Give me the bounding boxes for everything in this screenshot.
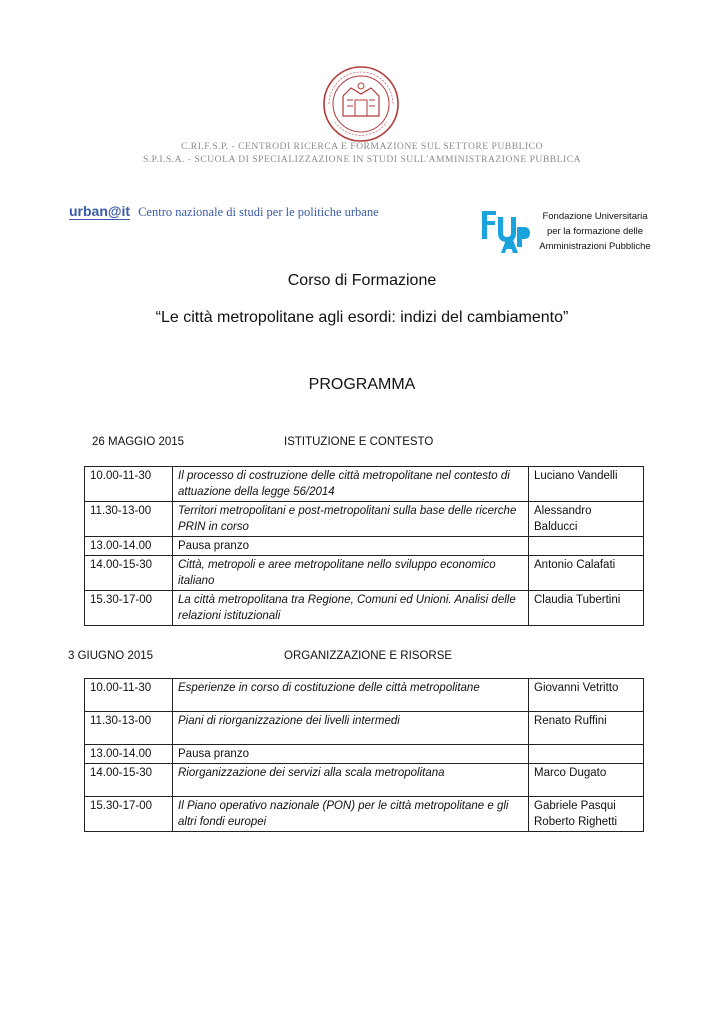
speaker-cell	[529, 745, 644, 764]
speaker-cell: Antonio Calafati	[529, 556, 644, 591]
program-heading: PROGRAMMA	[308, 376, 416, 393]
course-subtitle: “Le città metropolitane agli esordi: indizi del cambiamento”	[155, 309, 569, 326]
table-row	[85, 679, 644, 712]
topic-cell: Pausa pranzo	[173, 537, 529, 556]
speaker-cell: Alessandro Balducci	[529, 502, 644, 537]
fuap-logo	[479, 207, 531, 257]
speaker-cell	[529, 797, 644, 832]
session-2-schedule-table	[84, 678, 644, 832]
header-line-crifsp: C.RI.F.S.P. - CENTRODI RICERCA E FORMAZIONE SUL SETTORE PUBBLICO	[181, 141, 543, 152]
time-cell: 13.00-14.00	[85, 537, 173, 556]
session-1-theme: ISTITUZIONE E CONTESTO	[284, 436, 434, 448]
session-1-schedule-table	[84, 466, 644, 626]
session-2-theme: ORGANIZZAZIONE E RISORSE	[284, 650, 453, 662]
topic-cell: Esperienze in corso di costituzione delle città metropolitane	[173, 679, 529, 712]
time-cell: 13.00-14.00	[85, 745, 173, 764]
urbanit-header	[69, 204, 379, 220]
institution-header	[0, 140, 724, 166]
time-cell: 11.30-13-00	[85, 712, 173, 745]
speaker-name: Roberto Righetti	[534, 816, 618, 828]
topic-cell: Il processo di costruzione delle città metropolitane nel contesto di attuazione della legge 56/2014	[173, 467, 529, 502]
topic-cell: Territori metropolitani e post-metropolitani sulla base delle ricerche PRIN in corso	[173, 502, 529, 537]
time-cell: 14.00-15-30	[85, 556, 173, 591]
time-cell: 15.30-17-00	[85, 797, 173, 832]
fuap-description	[531, 209, 659, 254]
table-row	[85, 797, 644, 832]
fuap-line-2: per la formazione delle	[546, 226, 644, 237]
topic-cell: Piani di riorganizzazione dei livelli intermedi	[173, 712, 529, 745]
urbanit-logo: urban@it	[69, 203, 131, 219]
university-seal-logo	[321, 64, 401, 144]
table-row	[85, 502, 644, 537]
session-1-date: 26 MAGGIO 2015	[92, 436, 185, 448]
time-cell: 10.00-11-30	[85, 679, 173, 712]
header-line-spisa: S.P.I.S.A. - SCUOLA DI SPECIALIZZAZIONE IN STUDI SULL'AMMINISTRAZIONE PUBBLICA	[142, 154, 582, 165]
table-row	[85, 556, 644, 591]
topic-cell: La città metropolitana tra Regione, Comuni ed Unioni. Analisi delle relazioni istituzionali	[173, 591, 529, 626]
topic-cell: Città, metropoli e aree metropolitane nello sviluppo economico italiano	[173, 556, 529, 591]
speaker-cell: Marco Dugato	[529, 764, 644, 797]
time-cell: 10.00-11-30	[85, 467, 173, 502]
speaker-name: Gabriele Pasqui	[534, 800, 616, 812]
urbanit-description: Centro nazionale di studi per le politiche urbane	[138, 205, 379, 219]
speaker-cell: Renato Ruffini	[529, 712, 644, 745]
topic-cell: Riorganizzazione dei servizi alla scala metropolitana	[173, 764, 529, 797]
fuap-line-1: Fondazione Universitaria	[542, 211, 648, 222]
speaker-cell: Giovanni Vetritto	[529, 679, 644, 712]
topic-cell: Il Piano operativo nazionale (PON) per le città metropolitane e gli altri fondi europei	[173, 797, 529, 832]
table-row	[85, 591, 644, 626]
table-row	[85, 537, 644, 556]
course-title: Corso di Formazione	[287, 272, 437, 289]
session-2-date: 3 GIUGNO 2015	[68, 650, 154, 662]
speaker-cell	[529, 537, 644, 556]
time-cell: 11.30-13-00	[85, 502, 173, 537]
fuap-line-3: Amministrazioni Pubbliche	[539, 241, 651, 252]
table-row	[85, 467, 644, 502]
speaker-cell: Claudia Tubertini	[529, 591, 644, 626]
time-cell: 14.00-15-30	[85, 764, 173, 797]
time-cell: 15.30-17-00	[85, 591, 173, 626]
table-row	[85, 745, 644, 764]
speaker-cell: Luciano Vandelli	[529, 467, 644, 502]
topic-cell: Pausa pranzo	[173, 745, 529, 764]
table-row	[85, 764, 644, 797]
table-row	[85, 712, 644, 745]
